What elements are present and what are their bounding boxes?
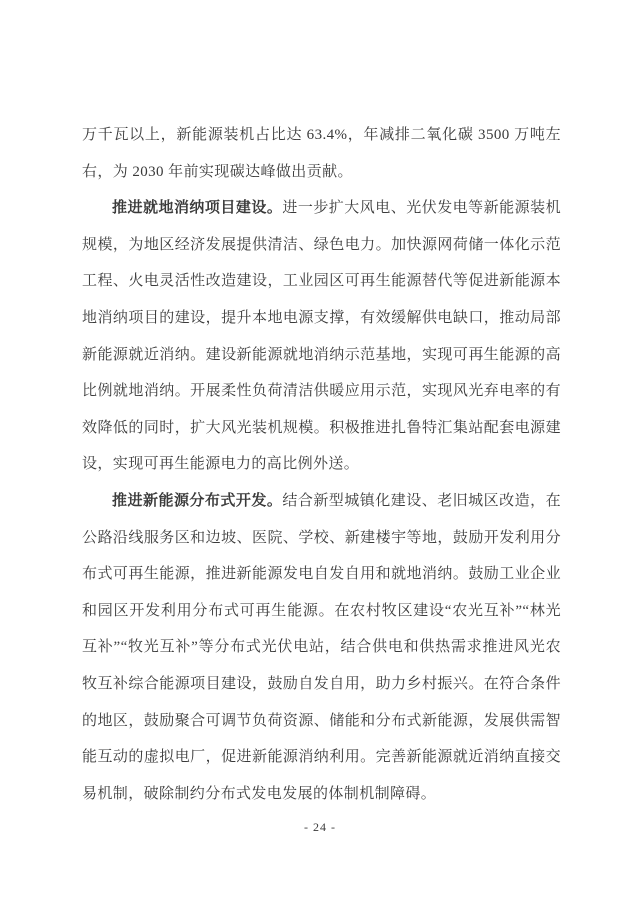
paragraph-text: 进一步扩大风电、光伏发电等新能源装机规模，为地区经济发展提供清洁、绿色电力。加快源网荷储一体化示范工程、火电灵活性改造建设，工业园区可再生能源替代等促进新能源本地消纳项目的建设，提升本地电源支撑，有效缓解供电缺口，推动局部新能源就近消纳。建设新能源就地消纳示范基地，实现可再生能源的高比例就地消纳。开展柔性负荷清洁供暖应用示范，实现风光弃电率的有效降低的同时，扩大风光装机规模。积极推进扎鲁特汇集站配套电源建设，实现可再生能源电力的高比例外送。	[82, 200, 561, 473]
page-number: - 24 -	[304, 820, 336, 834]
paragraph-local-consumption-projects	[82, 190, 561, 483]
paragraph-text: 结合新型城镇化建设、老旧城区改造，在公路沿线服务区和边坡、医院、学校、新建楼宇等地，鼓励开发利用分布式可再生能源，推进新能源发电自发自用和就地消纳。鼓励工业企业和园区开发利用分布式可再生能源。在农村牧区建设“农光互补”“林光互补”“牧光互补”等分布式光伏电站，结合供电和供热需求推进风光农牧互补综合能源项目建设，鼓励自发自用，助力乡村振兴。在符合条件的地区，鼓励聚合可调节负荷资源、储能和分布式新能源，发展供需智能互动的虚拟电厂，促进新能源消纳利用。完善新能源就近消纳直接交易机制，破除制约分布式发电发展的体制机制障碍。	[82, 492, 561, 802]
paragraph-text: 万千瓦以上，新能源装机占比达 63.4%，年减排二氧化碳 3500 万吨左右，为 2030 年前实现碳达峰做出贡献。	[82, 127, 561, 180]
paragraph-lead-bold: 推进就地消纳项目建设。	[112, 200, 283, 217]
page-body	[82, 117, 561, 812]
paragraph-lead-bold: 推进新能源分布式开发。	[112, 492, 283, 509]
paragraph-distributed-development	[82, 483, 561, 812]
paragraph-continuation	[82, 117, 561, 190]
